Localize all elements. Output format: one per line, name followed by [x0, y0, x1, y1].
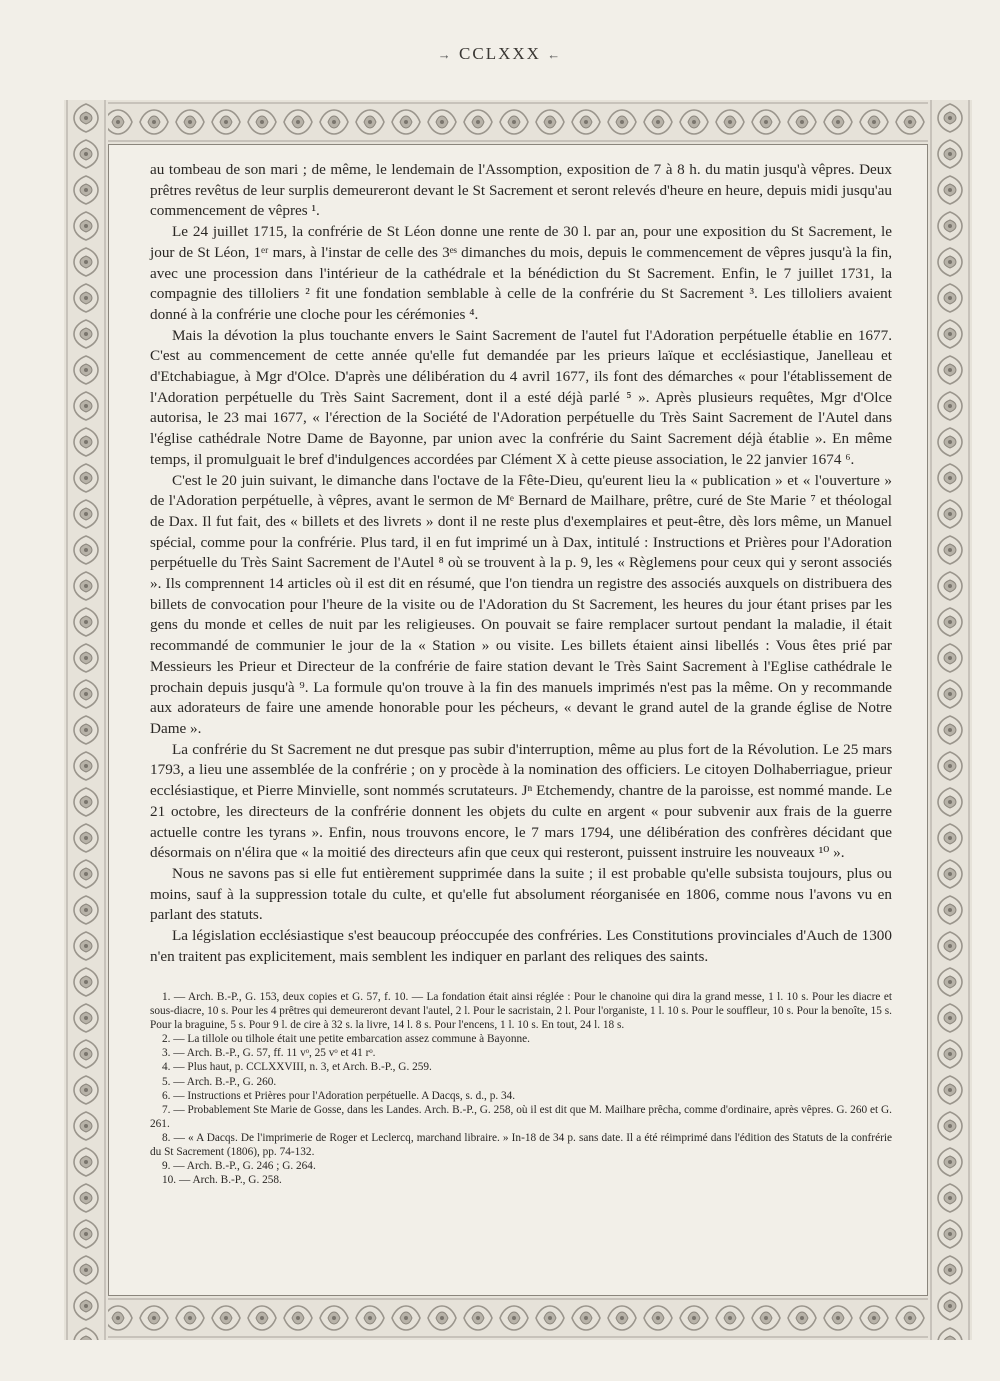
ornamental-border-top [64, 100, 972, 144]
footnote: 5. — Arch. B.-P., G. 260. [162, 1075, 277, 1088]
footnotes [150, 990, 892, 1187]
footnote: 2. — La tillole ou tilhole était une petite embarcation assez commune à Bayonne. [162, 1033, 530, 1046]
footnote: 7. — Probablement Ste Marie de Gosse, dans les Landes. Arch. B.-P., G. 258, où il est dit que M. Mailhare prêcha, comme d'ordinaire, après vêpres. G. 260 et G. 261. [150, 1103, 892, 1130]
ornamental-border-left [64, 100, 108, 1340]
footnote: 10. — Arch. B.-P., G. 258. [162, 1174, 282, 1187]
main-text [150, 160, 892, 967]
footnote: 9. — Arch. B.-P., G. 246 ; G. 264. [162, 1160, 316, 1173]
ornamental-border-bottom [64, 1296, 972, 1340]
paragraph: Le 24 juillet 1715, la confrérie de St Léon donne une rente de 30 l. par an, pour une exposition du St Sacrement, le jour de St Léon, 1ᵉʳ mars, à l'instar de celle des 3ᵉˢ dimanches du mois, depuis le commencement de vêpres jusqu'à la fin, avec une procession dans l'intérieur de la cathédrale et la bénédiction du St Sacrement. Enfin, le 7 juillet 1731, la compagnie des tilloliers ² fit une fondation semblable à celle de la confrérie du St Sacrement ³. Les tilloliers avaient donné à la confrérie une cloche pour les cérémonies ⁴. [150, 223, 892, 323]
paragraph: Nous ne savons pas si elle fut entièrement supprimée dans la suite ; il est probable qu'elle subsista toujours, plus ou moins, sauf à la suppression totale du culte, et qu'elle fut absolument réorganisée en 1806, comme nous l'avons vu en parlant des statuts. [150, 864, 892, 924]
footnote: 4. — Plus haut, p. CCLXXVIII, n. 3, et Arch. B.-P., G. 259. [162, 1061, 432, 1074]
footnote: 8. — « A Dacqs. De l'imprimerie de Roger et Leclercq, marchand libraire. » In-18 de 34 p. sans date. Il a été réimprimé dans l'édition des Statuts de la confrérie du St Sacrement (1806), pp. 74-132. [150, 1131, 892, 1159]
ornamental-border-right [928, 100, 972, 1340]
footnote: 1. — Arch. B.-P., G. 153, deux copies et G. 57, f. 10. — La fondation était ainsi réglée : Pour le chanoine qui dira la grand messe, 1 l. 10 s. Pour les diacre et sous-diacre, 10 s. Pour les 4 prêtres qui demeureront devant l'autel, 2 l. Pour le sacristain, 2 l. Pour l'organiste, 1 l. 10 s. Pour le souffleur, 10 s. Pour la benoîte, 15 s. Pour la braguine, 5 s. Pour 9 l. de cire à 32 s. la livre, 14 l. 8 s. Pour l'encens, 1 l. 10 s. En tout, 24 l. 18 s. [150, 991, 892, 1032]
paragraph: La législation ecclésiastique s'est beaucoup préoccupée des confréries. Les Constitutions provinciales d'Auch de 1300 n'en traitent pas explicitement, mais semblent les indiquer en parlant des reliques des saints. [150, 927, 892, 965]
paragraph: Mais la dévotion la plus touchante envers le Saint Sacrement de l'autel fut l'Adoration perpétuelle établie en 1677. C'est au commencement de cette année qu'elle fut demandée par les prieurs laïque et ecclésiastique, Janelleau et d'Etchabiague, à Mgr d'Olce. D'après une délibération du 4 avril 1677, ils font des démarches « pour l'établissement de l'Adoration perpétuelle du Très Saint Sacrement, dont il a esté déjà parlé ⁵ ». Après plusieurs requêtes, Mgr d'Olce autorisa, le 23 mai 1677, « l'érection de la Société de l'Adoration perpétuelle du Très Saint Sacrement de l'Autel dans l'église cathédrale Notre Dame de Bayonne, par union avec la confrérie du Saint Sacrement déjà établie ». En même temps, il promulguait le bref d'indulgences accordées par Clément X à cette pieuse association, le 22 janvier 1674 ⁶. [150, 326, 892, 468]
footnote: 3. — Arch. B.-P., G. 57, ff. 11 vᵒ, 25 vᵒ et 41 rᵒ. [162, 1047, 376, 1060]
paragraph: C'est le 20 juin suivant, le dimanche dans l'octave de la Fête-Dieu, qu'eurent lieu la « publication » et « l'ouverture » de l'Adoration perpétuelle, à vêpres, avant le sermon de Mᵉ Bernard de Mailhare, prêtre, curé de Ste Marie ⁷ et théologal de Dax. Il fut fait, des « billets et des livrets » dont il ne reste plus d'exemplaires et peut-être, dès lors même, un Manuel spécial, comme pour la confrérie. Plus tard, il en fut imprimé un à Dax, intitulé : Instructions et Prières pour l'Adoration perpétuelle du Très Saint Sacrement de l'Autel ⁸ où se trouvent à la p. 9, les « Règlemens pour ceux qui y seront associés ». Ils comprennent 14 articles où il est dit en résumé, que l'on tiendra un registre des associés auxquels on distribuera des billets de convocation pour l'heure de la visite ou de l'Adoration du St Sacrement, les heures du jour étant prises par les gens du monde et celles de nuit par les religieuses. On pouvait se faire remplacer surtout pendant la maladie, il était recommandé de communier le jour de la « Station » ou visite. Les billets étaient ainsi libellés : Vous êtes prié par Messieurs les Prieur et Directeur de la confrérie de faire station devant le Très Saint Sacrement à l'Eglise cathédrale le prochain depuis jusqu'à ⁹. La formule qu'on trouve à la fin des manuels imprimés n'est pas la même. On y recommande aux adorateurs de faire une amende honorable pour les pécheurs, « devant le grand autel de la grande église de Notre Dame ». [150, 471, 892, 737]
paragraph: La confrérie du St Sacrement ne dut presque pas subir d'interruption, même au plus fort de la Révolution. Le 25 mars 1793, a lieu une assemblée de la confrérie ; on y procède à la nomination des officiers. Le citoyen Dolhaberriague, prieur ecclésiastique, et Pierre Minvielle, sont nommés scrutateurs. Jⁿ Etchemendy, chantre de la paroisse, est nommé mande. Le 21 octobre, les directeurs de la confrérie donnent les objets du culte en argent « pour subvenir aux frais de la guerre actuelle contre les tyrans ». Enfin, nous trouvons encore, le 7 mars 1794, une délibération des confrères décidant que désormais on n'élira que « la moitié des directeurs afin que ceux qui resteront, puissent instruire les nouveaux ¹⁰ ». [150, 740, 892, 862]
page-number: CCLXXX [459, 44, 541, 63]
right-ornament-icon: ← [547, 47, 563, 62]
page-header [0, 44, 1000, 64]
left-ornament-icon: → [437, 47, 453, 62]
paragraph: au tombeau de son mari ; de même, le lendemain de l'Assomption, exposition de 7 à 8 h. du matin jusqu'à vêpres. Deux prêtres revêtus de leur surplis demeureront devant le St Sacrement et seront relevés d'heure en heure, depuis midi jusqu'au commencement de vêpres ¹. [150, 161, 892, 220]
footnote: 6. — Instructions et Prières pour l'Adoration perpétuelle. A Dacqs, s. d., p. 34. [162, 1089, 516, 1102]
